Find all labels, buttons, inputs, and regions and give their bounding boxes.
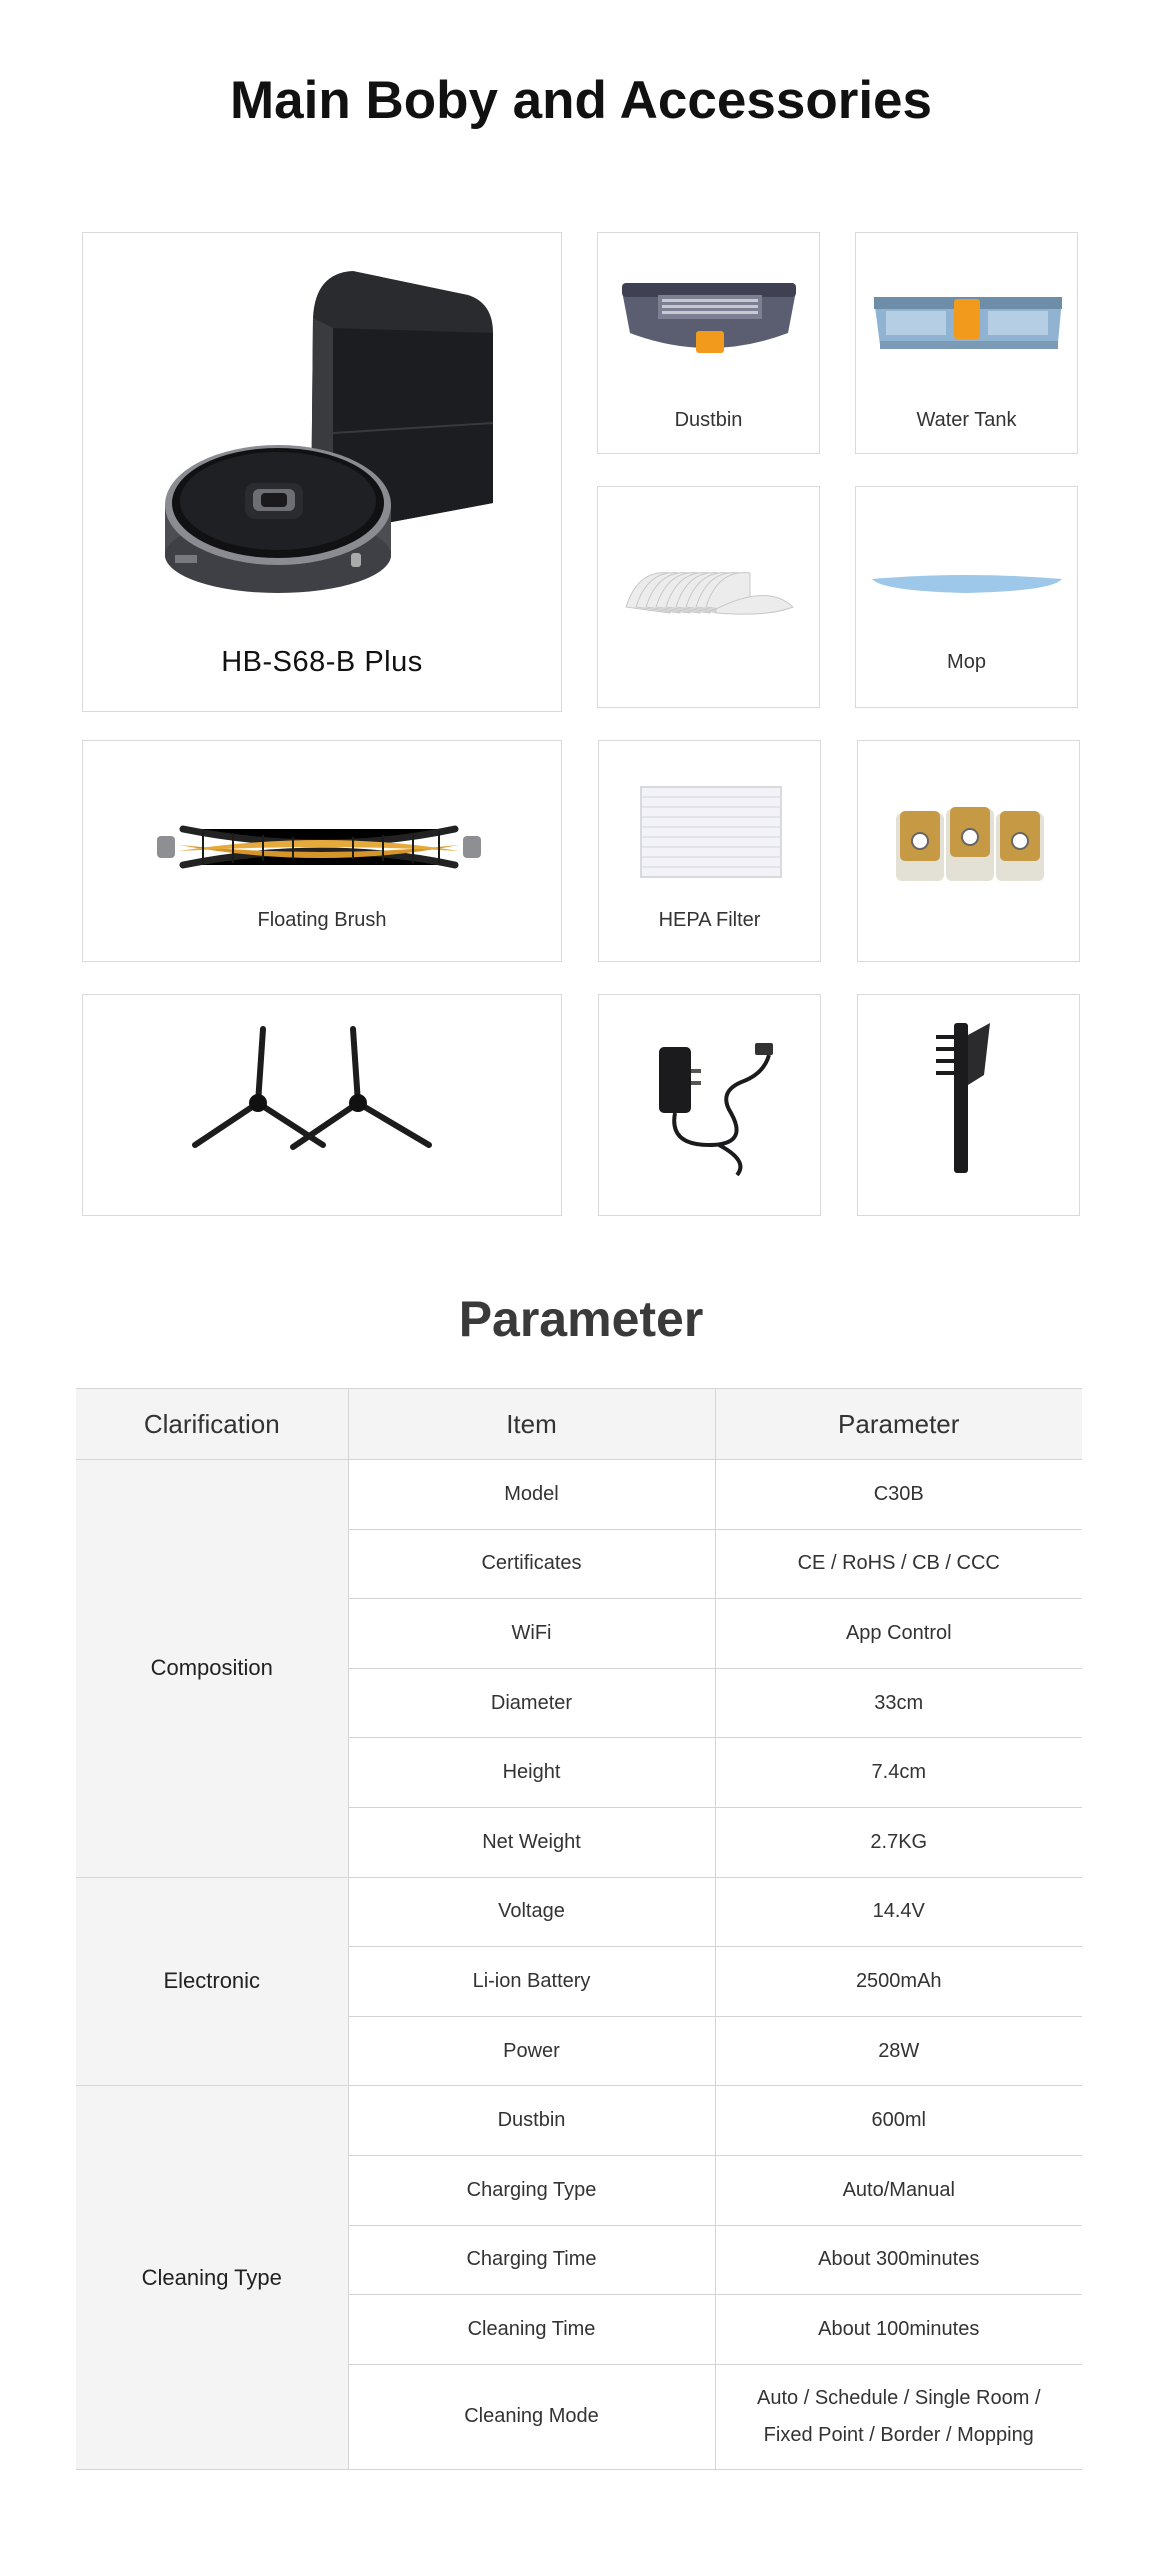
robot-vacuum-image xyxy=(83,233,563,613)
item-cell: Voltage xyxy=(348,1877,715,1947)
value-cell: 14.4V xyxy=(715,1877,1082,1947)
floating-brush-label: Floating Brush xyxy=(257,909,387,931)
main-product-card xyxy=(82,232,562,712)
value-line: Auto / Schedule / Single Room / xyxy=(757,2386,1041,2409)
water-tank-card xyxy=(855,232,1078,454)
mop-card xyxy=(855,486,1078,708)
category-composition: Composition xyxy=(76,1460,348,1878)
dustbin-image xyxy=(598,233,821,393)
table-row xyxy=(76,1877,1082,1947)
item-cell: Power xyxy=(348,2016,715,2086)
floating-brush-card xyxy=(82,740,562,962)
cleaning-tool-card xyxy=(857,994,1080,1216)
table-row xyxy=(76,2086,1082,2156)
value-cell: Auto/Manual xyxy=(715,2155,1082,2225)
item-cell: Cleaning Time xyxy=(348,2295,715,2365)
item-cell: Diameter xyxy=(348,1668,715,1738)
section-title-parameter: Parameter xyxy=(458,1291,704,1347)
item-cell: Net Weight xyxy=(348,1807,715,1877)
charger-image xyxy=(599,995,822,1217)
main-product-label: HB-S68-B Plus xyxy=(221,646,423,678)
charger-card xyxy=(598,994,821,1216)
header-parameter: Parameter xyxy=(715,1389,1082,1460)
category-cleaning-type: Cleaning Type xyxy=(76,2086,348,2469)
item-cell: Charging Type xyxy=(348,2155,715,2225)
value-cell: App Control xyxy=(715,1599,1082,1669)
mop-pads-card xyxy=(597,486,820,708)
dust-bags-image xyxy=(858,741,1081,963)
mop-image xyxy=(856,487,1079,647)
value-cell: 7.4cm xyxy=(715,1738,1082,1808)
dustbin-card xyxy=(597,232,820,454)
side-brushes-card xyxy=(82,994,562,1216)
dustbin-label: Dustbin xyxy=(674,409,743,431)
value-cell: 28W xyxy=(715,2016,1082,2086)
item-cell: WiFi xyxy=(348,1599,715,1669)
value-cell xyxy=(715,2364,1082,2469)
cleaning-tool-image xyxy=(858,995,1081,1217)
value-cell: About 100minutes xyxy=(715,2295,1082,2365)
category-electronic: Electronic xyxy=(76,1877,348,2086)
table-header-row xyxy=(76,1389,1082,1460)
item-cell: Height xyxy=(348,1738,715,1808)
item-cell: Model xyxy=(348,1460,715,1530)
value-cell: C30B xyxy=(715,1460,1082,1530)
section-title-accessories: Main Boby and Accessories xyxy=(230,71,932,130)
item-cell: Cleaning Mode xyxy=(348,2364,715,2469)
mop-pads-image xyxy=(598,487,821,709)
item-cell: Certificates xyxy=(348,1529,715,1599)
value-cell: 2.7KG xyxy=(715,1807,1082,1877)
hepa-filter-label: HEPA Filter xyxy=(658,909,761,931)
water-tank-image xyxy=(856,233,1079,393)
side-brushes-image xyxy=(83,995,563,1217)
value-cell: 600ml xyxy=(715,2086,1082,2156)
header-item: Item xyxy=(348,1389,715,1460)
item-cell: Li-ion Battery xyxy=(348,1947,715,2017)
value-cell: About 300minutes xyxy=(715,2225,1082,2295)
water-tank-label: Water Tank xyxy=(916,409,1017,431)
hepa-filter-card xyxy=(598,740,821,962)
item-cell: Charging Time xyxy=(348,2225,715,2295)
value-cell: 2500mAh xyxy=(715,1947,1082,2017)
floating-brush-image xyxy=(83,741,563,901)
hepa-filter-image xyxy=(599,741,822,901)
parameter-table xyxy=(76,1388,1082,2470)
dust-bags-card xyxy=(857,740,1080,962)
mop-label: Mop xyxy=(947,651,986,673)
item-cell: Dustbin xyxy=(348,2086,715,2156)
header-clarification: Clarification xyxy=(76,1389,348,1460)
value-cell: 33cm xyxy=(715,1668,1082,1738)
table-row xyxy=(76,1460,1082,1530)
value-cell: CE / RoHS / CB / CCC xyxy=(715,1529,1082,1599)
value-line: Fixed Point / Border / Mopping xyxy=(763,2423,1034,2446)
